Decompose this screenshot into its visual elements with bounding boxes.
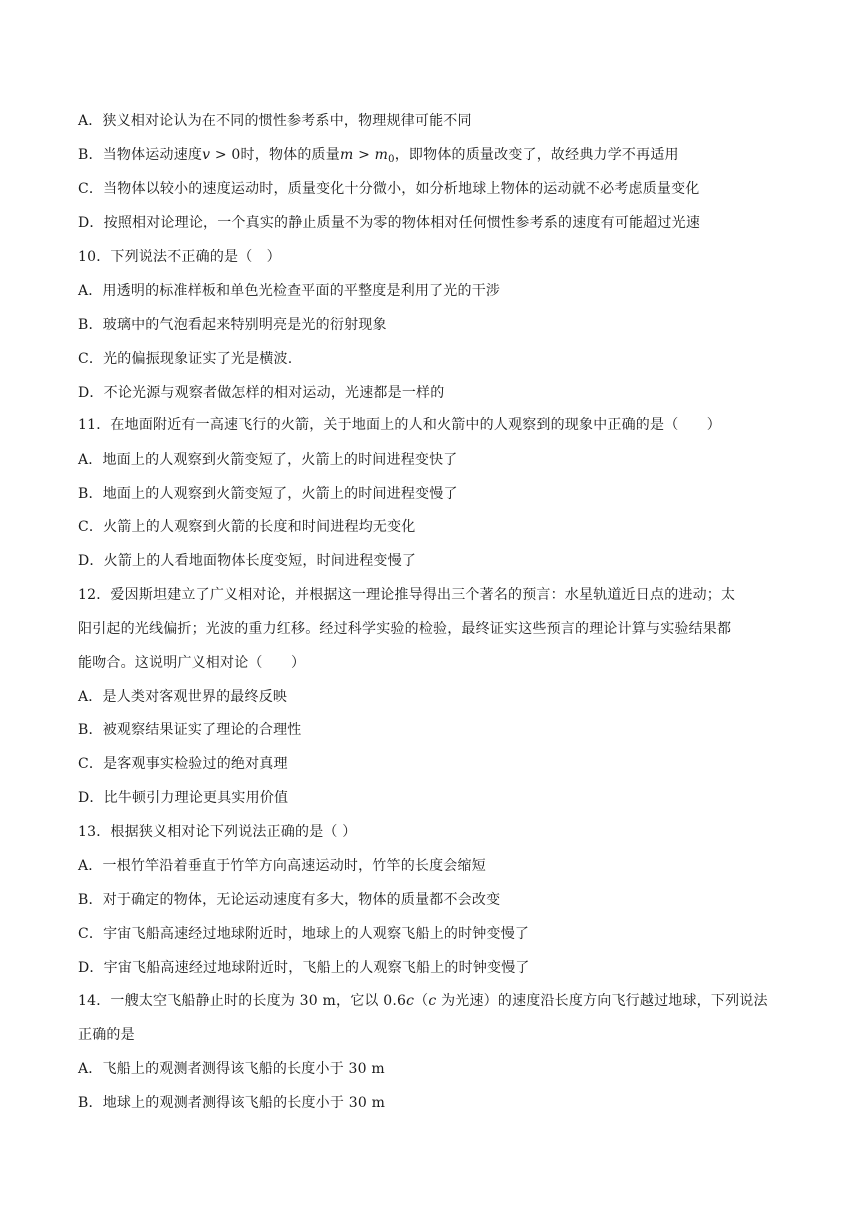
q12-stem-line-3: 能吻合。这说明广义相对论（ ） [78,655,306,671]
q13-option-a: A．一根竹竿沿着垂直于竹竿方向高速运动时，竹竿的长度会缩短 [78,858,486,874]
q12-option-d: D．比牛顿引力理论更具实用价值 [78,790,289,806]
q13-option-d: D．宇宙飞船高速经过地球附近时，飞船上的人观察飞船上的时钟变慢了 [78,960,530,976]
q12-option-b: B．被观察结果证实了理论的合理性 [78,722,302,738]
q12-stem-line-2: 阳引起的光线偏折；光波的重力红移。经过科学实验的检验，最终证实这些预言的理论计算与实验结果都 [78,621,732,637]
q14-var-c-1: c [406,993,415,1009]
q10-option-d: D．不论光源与观察者做怎样的相对运动，光速都是一样的 [78,385,445,401]
q9-b-text-3: ，即物体的质量改变了，故经典力学不再适用 [394,147,679,163]
q11-option-a: A．地面上的人观察到火箭变短了，火箭上的时间进程变快了 [78,452,458,468]
q9-b-gt: > [353,147,375,163]
q14-stem-line-1 [78,991,798,1011]
q14-option-b: B．地球上的观测者测得该飞船的长度小于 30 m [78,1095,386,1111]
q9-b-var-m: m [339,147,354,163]
q12-option-c: C．是客观事实检验过的绝对真理 [78,756,288,772]
q14-stem-text-2: （ [414,993,429,1009]
q10-option-b: B．玻璃中的气泡看起来特别明亮是光的衍射现象 [78,317,387,333]
q9-option-d: D．按照相对论理论，一个真实的静止质量不为零的物体相对任何惯性参考系的速度有可能超过光速 [78,215,701,231]
q11-option-d: D．火箭上的人看地面物体长度变短，时间进程变慢了 [78,553,417,569]
q10-option-c: C．光的偏振现象证实了光是横波. [78,351,293,367]
q12-stem-line-1: 12．爱因斯坦建立了广义相对论，并根据这一理论推导得出三个著名的预言：水星轨道近日点的进动；太 [78,587,736,603]
q11-stem: 11．在地面附近有一高速飞行的火箭，关于地面上的人和火箭中的人观察到的现象中正确的是（ ） [78,417,722,433]
q11-option-c: C．火箭上的人观察到火箭的长度和时间进程均无变化 [78,519,416,535]
q9-b-text-1: B．当物体运动速度 [78,147,203,163]
q9-option-a: A．狭义相对论认为在不同的惯性参考系中，物理规律可能不同 [78,113,472,129]
q9-b-var-v: v [202,147,211,163]
q9-b-gt0: > 0 [210,147,241,163]
q9-option-c: C．当物体以较小的速度运动时，质量变化十分微小，如分析地球上物体的运动就不必考虑质量变化 [78,181,700,197]
q14-var-c-2: c [428,993,437,1009]
q12-option-a: A．是人类对客观世界的最终反映 [78,689,288,705]
q10-option-a: A．用透明的标准样板和单色光检查平面的平整度是利用了光的干涉 [78,283,501,299]
q14-stem-line-2: 正确的是 [78,1027,135,1043]
q14-option-a: A．飞船上的观测者测得该飞船的长度小于 30 m [78,1061,385,1077]
q14-stem-text-3: 为光速）的速度沿长度方向飞行越过地球，下列说法 [436,993,768,1009]
q10-stem: 10．下列说法不正确的是（ ） [78,249,281,265]
q14-stem-text-1: 14．一艘太空飞船静止时的长度为 30 m，它以 0.6 [78,993,407,1009]
q9-option-b [78,145,798,165]
q9-b-text-2: 时，物体的质量 [240,147,340,163]
q11-option-b: B．地面上的人观察到火箭变短了，火箭上的时间进程变慢了 [78,486,458,502]
q13-stem: 13．根据狭义相对论下列说法正确的是（ ） [78,824,357,840]
q13-option-b: B．对于确定的物体，无论运动速度有多大，物体的质量都不会改变 [78,892,501,908]
q13-option-c: C．宇宙飞船高速经过地球附近时，地球上的人观察飞船上的时钟变慢了 [78,926,530,942]
q9-b-sub0: 0 [388,154,395,165]
q9-b-var-m0: m [374,147,389,163]
